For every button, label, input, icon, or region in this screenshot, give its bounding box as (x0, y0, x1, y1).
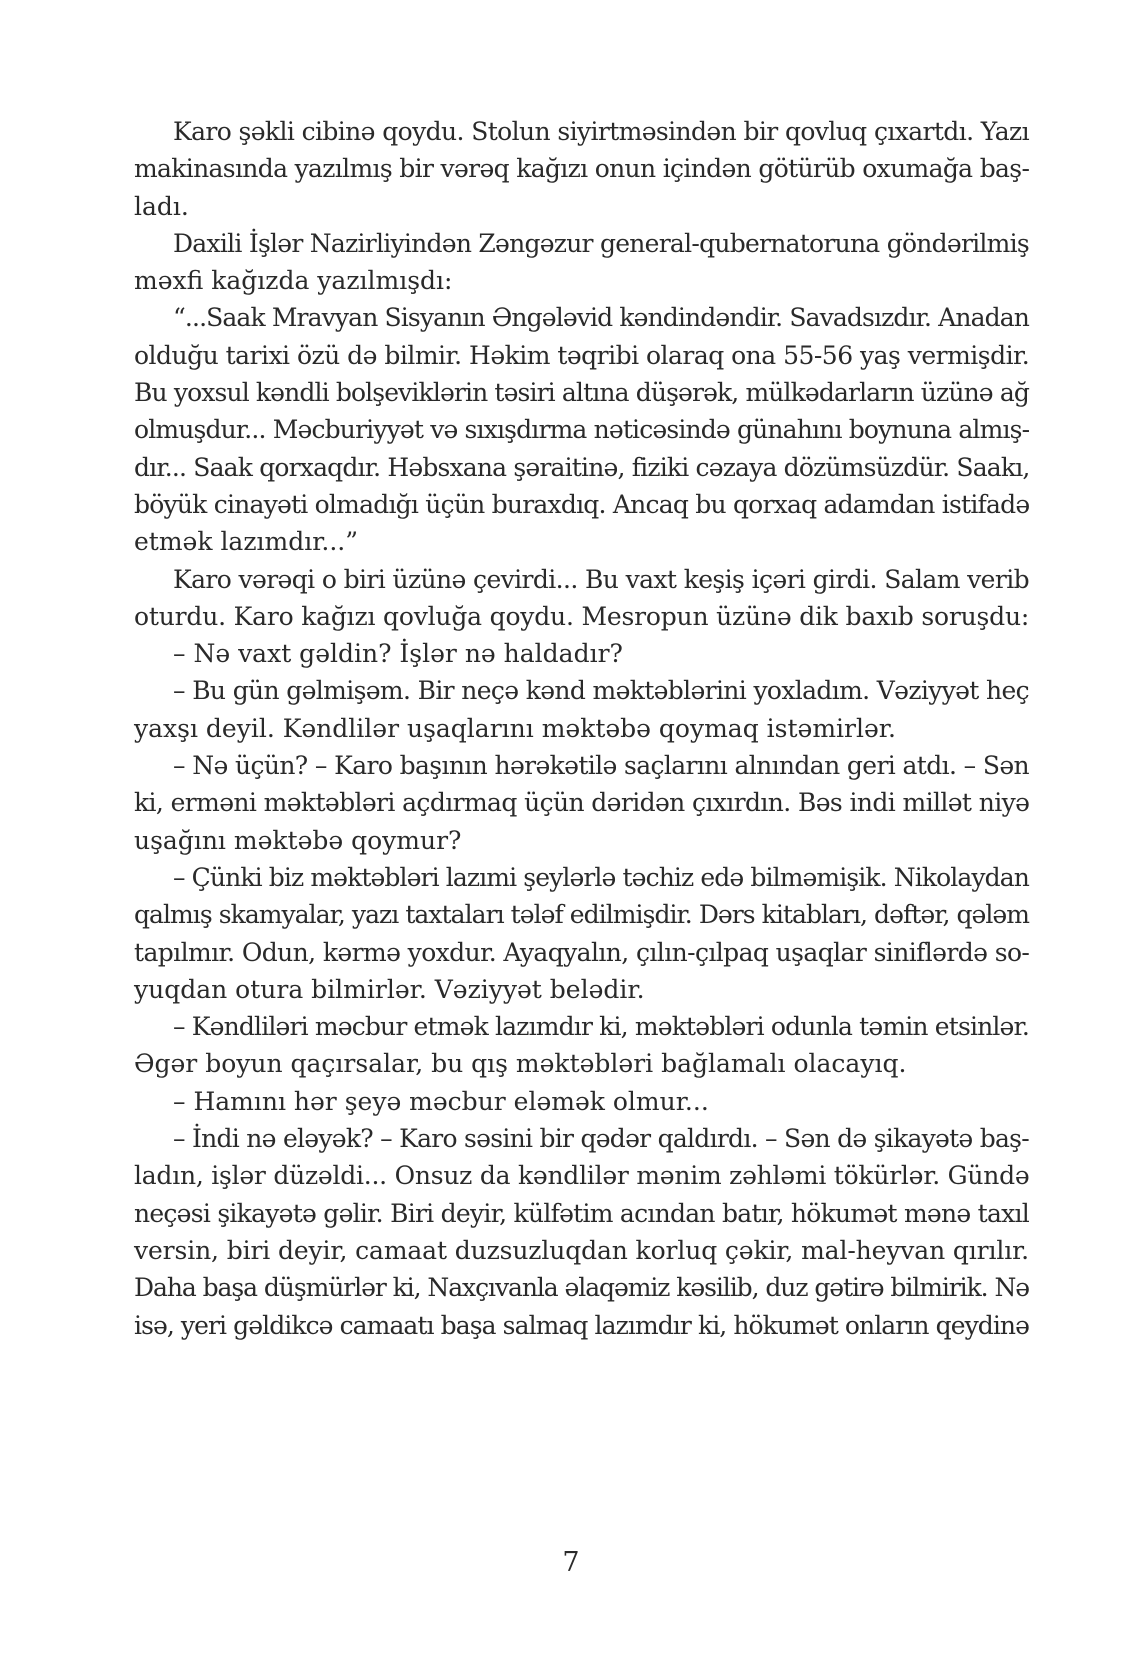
text-line: olmuşdur... Məcburiyyət və sıxışdırma nəticəsində günahını boynuna almış- (134, 415, 1030, 445)
text-line: yaxşı deyil. Kəndlilər uşaqlarını məktəbə qoymaq istəmirlər. (134, 713, 896, 743)
text-line: Daxili İşlər Nazirliyindən Zəngəzur general-qubernatoruna göndərilmiş (173, 228, 1029, 258)
text-line: – İndi nə eləyək? – Karo səsini bir qədər qaldırdı. – Sən də şikayətə baş- (173, 1124, 1029, 1154)
text-line: məxfi kağızda yazılmışdı: (134, 266, 453, 296)
text-line: “...Saak Mravyan Sisyanın Əngələvid kəndindəndir. Savadsızdır. Anadan (173, 303, 1030, 333)
text-line: makinasında yazılmış bir vərəq kağızı onun içindən götürüb oxumağa baş- (134, 154, 1030, 184)
text-line: olduğu tarixi özü də bilmir. Həkim təqribi olaraq ona 55-56 yaş vermişdir. (134, 340, 1030, 370)
text-line: – Kəndliləri məcbur etmək lazımdır ki, məktəbləri odunla təmin etsinlər. (173, 1012, 1029, 1042)
text-line: uşağını məktəbə qoymur? (134, 825, 462, 855)
text-line: Bu yoxsul kəndli bolşeviklərin təsiri altına düşərək, mülkədarların üzünə ağ (134, 378, 1029, 408)
text-line: – Çünki biz məktəbləri lazımi şeylərlə təchiz edə bilməmişik. Nikolaydan (173, 862, 1029, 892)
text-line: ki, erməni məktəbləri açdırmaq üçün dəridən çıxırdın. Bəs indi millət niyə (134, 788, 1030, 818)
page-number: 7 (562, 1547, 580, 1578)
text-line: böyük cinayəti olmadığı üçün buraxdıq. Ancaq bu qorxaq adamdan istifadə (134, 489, 1030, 519)
text-line: neçəsi şikayətə gəlir. Biri deyir, külfətim acından batır, hökumət mənə taxıl (134, 1198, 1029, 1228)
text-line: isə, yeri gəldikcə camaatı başa salmaq lazımdır ki, hökumət onların qeydinə (134, 1310, 1029, 1340)
text-line: versin, biri deyir, camaat duzsuzluqdan korluq çəkir, mal-heyvan qırılır. (134, 1235, 1029, 1265)
text-line: Karo şəkli cibinə qoydu. Stolun siyirtməsindən bir qovluq çıxartdı. Yazı (173, 117, 1029, 146)
text-line: ladın, işlər düzəldi... Onsuz da kəndlilər mənim zəhləmi tökürlər. Gündə (134, 1161, 1030, 1191)
text-line: – Nə üçün? – Karo başının hərəkətilə saçlarını alnından geri atdı. – Sən (173, 751, 1029, 781)
text-line: yuqdan otura bilmirlər. Vəziyyət belədir. (134, 974, 645, 1004)
text-line: – Bu gün gəlmişəm. Bir neçə kənd məktəblərini yoxladım. Vəziyyət heç (173, 676, 1029, 706)
text-line: – Nə vaxt gəldin? İşlər nə haldadır? (173, 639, 623, 669)
page-body-text (134, 113, 1029, 1344)
text-line: Əgər boyun qaçırsalar, bu qış məktəbləri bağlamalı olacayıq. (134, 1049, 907, 1079)
text-line: dır... Saak qorxaqdır. Həbsxana şəraitinə, fiziki cəzaya dözümsüzdür. Saakı, (134, 452, 1030, 482)
text-line: etmək lazımdır...” (134, 527, 359, 557)
text-line: oturdu. Karo kağızı qovluğa qoydu. Mesropun üzünə dik baxıb soruşdu: (134, 601, 1030, 631)
text-line: ladı. (134, 191, 189, 221)
text-line: qalmış skamyalar, yazı taxtaları tələf edilmişdir. Dərs kitabları, dəftər, qələm (134, 900, 1029, 930)
text-line: tapılmır. Odun, kərmə yoxdur. Ayaqyalın, çılın-çılpaq uşaqlar siniflərdə so- (134, 937, 1030, 967)
text-line: – Hamını hər şeyə məcbur eləmək olmur... (173, 1086, 709, 1116)
text-line: Karo vərəqi o biri üzünə çevirdi... Bu vaxt keşiş içəri girdi. Salam verib (173, 564, 1029, 594)
text-line: Daha başa düşmürlər ki, Naxçıvanla əlaqəmiz kəsilib, duz gətirə bilmirik. Nə (134, 1273, 1029, 1303)
